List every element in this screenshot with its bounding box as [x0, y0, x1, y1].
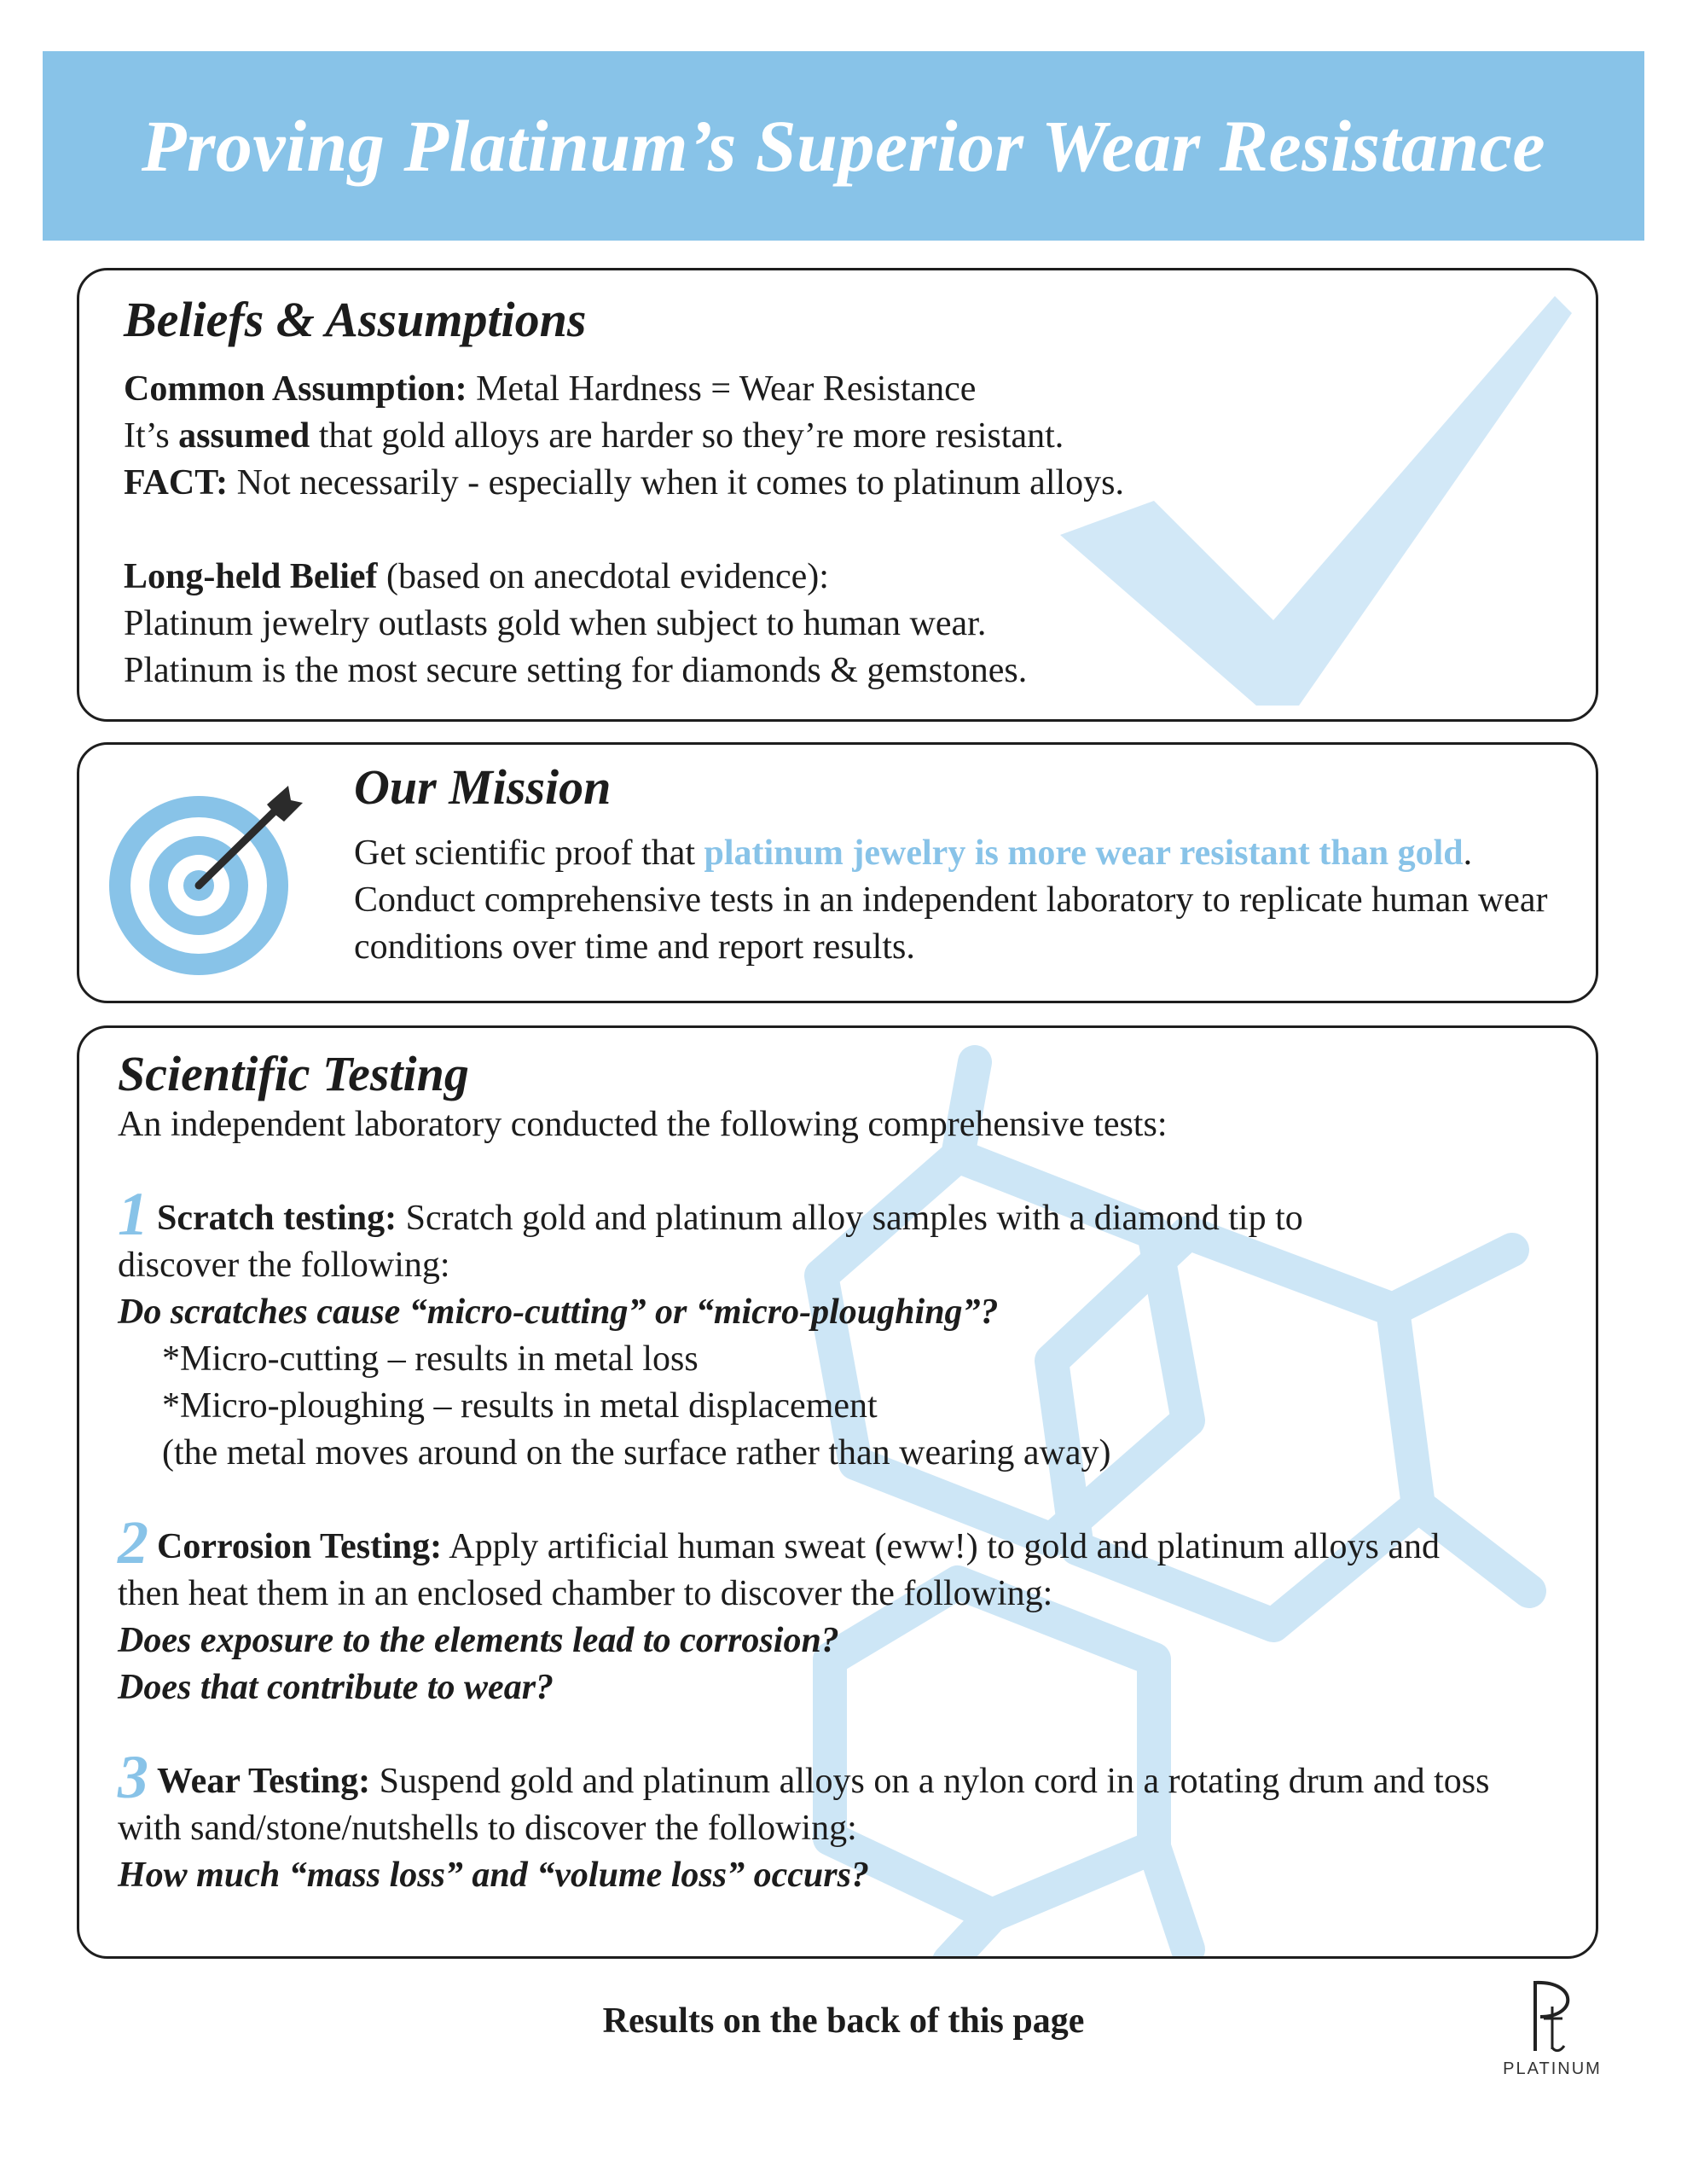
- test-number: 3: [118, 1742, 148, 1811]
- long-held-belief: Long-held Belief (based on anecdotal evidence):: [124, 556, 829, 596]
- page-title: Proving Platinum’s Superior Wear Resistance: [141, 105, 1546, 187]
- beliefs-title: Beliefs & Assumptions: [124, 292, 587, 347]
- test-question: Do scratches cause “micro-cutting” or “micro-ploughing”?: [118, 1292, 999, 1332]
- test-question: Does that contribute to wear?: [118, 1667, 554, 1707]
- assumed-line: It’s assumed that gold alloys are harder so they’re more resistant.: [124, 415, 1064, 456]
- test-number: 2: [118, 1507, 148, 1577]
- test-number: 1: [118, 1179, 148, 1248]
- test-label: Corrosion Testing:: [157, 1526, 443, 1566]
- test-question: How much “mass loss” and “volume loss” occurs?: [118, 1855, 869, 1895]
- test-item: 2 Corrosion Testing: Apply artificial human sweat (eww!) to gold and platinum alloys and then heat them in an enclosed chamber to discover the following: Does exposure to the elements lead to corrosion? Does that contribute to wear?: [118, 1524, 1491, 1711]
- target-icon: [105, 770, 310, 975]
- mission-text: Get scientific proof that platinum jewelry is more wear resistant than gold. Conduct comprehensive tests in an independent laboratory to replicate human wear conditions over time and report results.: [354, 833, 1548, 967]
- logo-word: PLATINUM: [1503, 2059, 1602, 2078]
- belief-line-1: Platinum jewelry outlasts gold when subject to human wear.: [124, 603, 987, 643]
- test-note: *Micro-ploughing – results in metal displacement: [162, 1385, 878, 1426]
- mission-section: [77, 742, 1598, 1003]
- science-intro: An independent laboratory conducted the following comprehensive tests:: [118, 1104, 1168, 1144]
- test-item: 3 Wear Testing: Suspend gold and platinum alloys on a nylon cord in a rotating drum and toss with sand/stone/nutshells to discover the following: How much “mass loss” and “volume loss” occurs?: [118, 1758, 1491, 1899]
- platinum-logo: [1493, 1972, 1612, 2092]
- mission-title: Our Mission: [354, 759, 612, 815]
- test-note: (the metal moves around on the surface rather than wearing away): [162, 1432, 1111, 1472]
- science-section: [77, 1025, 1598, 1959]
- page-header: [43, 51, 1644, 241]
- test-question: Does exposure to the elements lead to corrosion?: [118, 1620, 839, 1660]
- results-footer: Results on the back of this page: [602, 2001, 1085, 2041]
- common-assumption: Common Assumption: Metal Hardness = Wear Resistance: [124, 369, 977, 409]
- test-note: *Micro-cutting – results in metal loss: [162, 1339, 699, 1379]
- beliefs-section: [77, 268, 1598, 722]
- fact-line: FACT: Not necessarily - especially when it comes to platinum alloys.: [124, 462, 1124, 502]
- test-item: 1 Scratch testing: Scratch gold and platinum alloy samples with a diamond tip to discover the following: Do scratches cause “micro-cutting” or “micro-ploughing”? *Micro-cutting – results in metal loss *Micro-ploughing – results in metal displacement (the metal moves around on the surface rather than wearing away): [118, 1195, 1312, 1477]
- test-label: Scratch testing:: [157, 1198, 397, 1238]
- pt-logo-icon: [1493, 1972, 1612, 2058]
- belief-line-2: Platinum is the most secure setting for diamonds & gemstones.: [124, 650, 1028, 690]
- science-title: Scientific Testing: [118, 1046, 469, 1101]
- test-label: Wear Testing:: [157, 1761, 371, 1801]
